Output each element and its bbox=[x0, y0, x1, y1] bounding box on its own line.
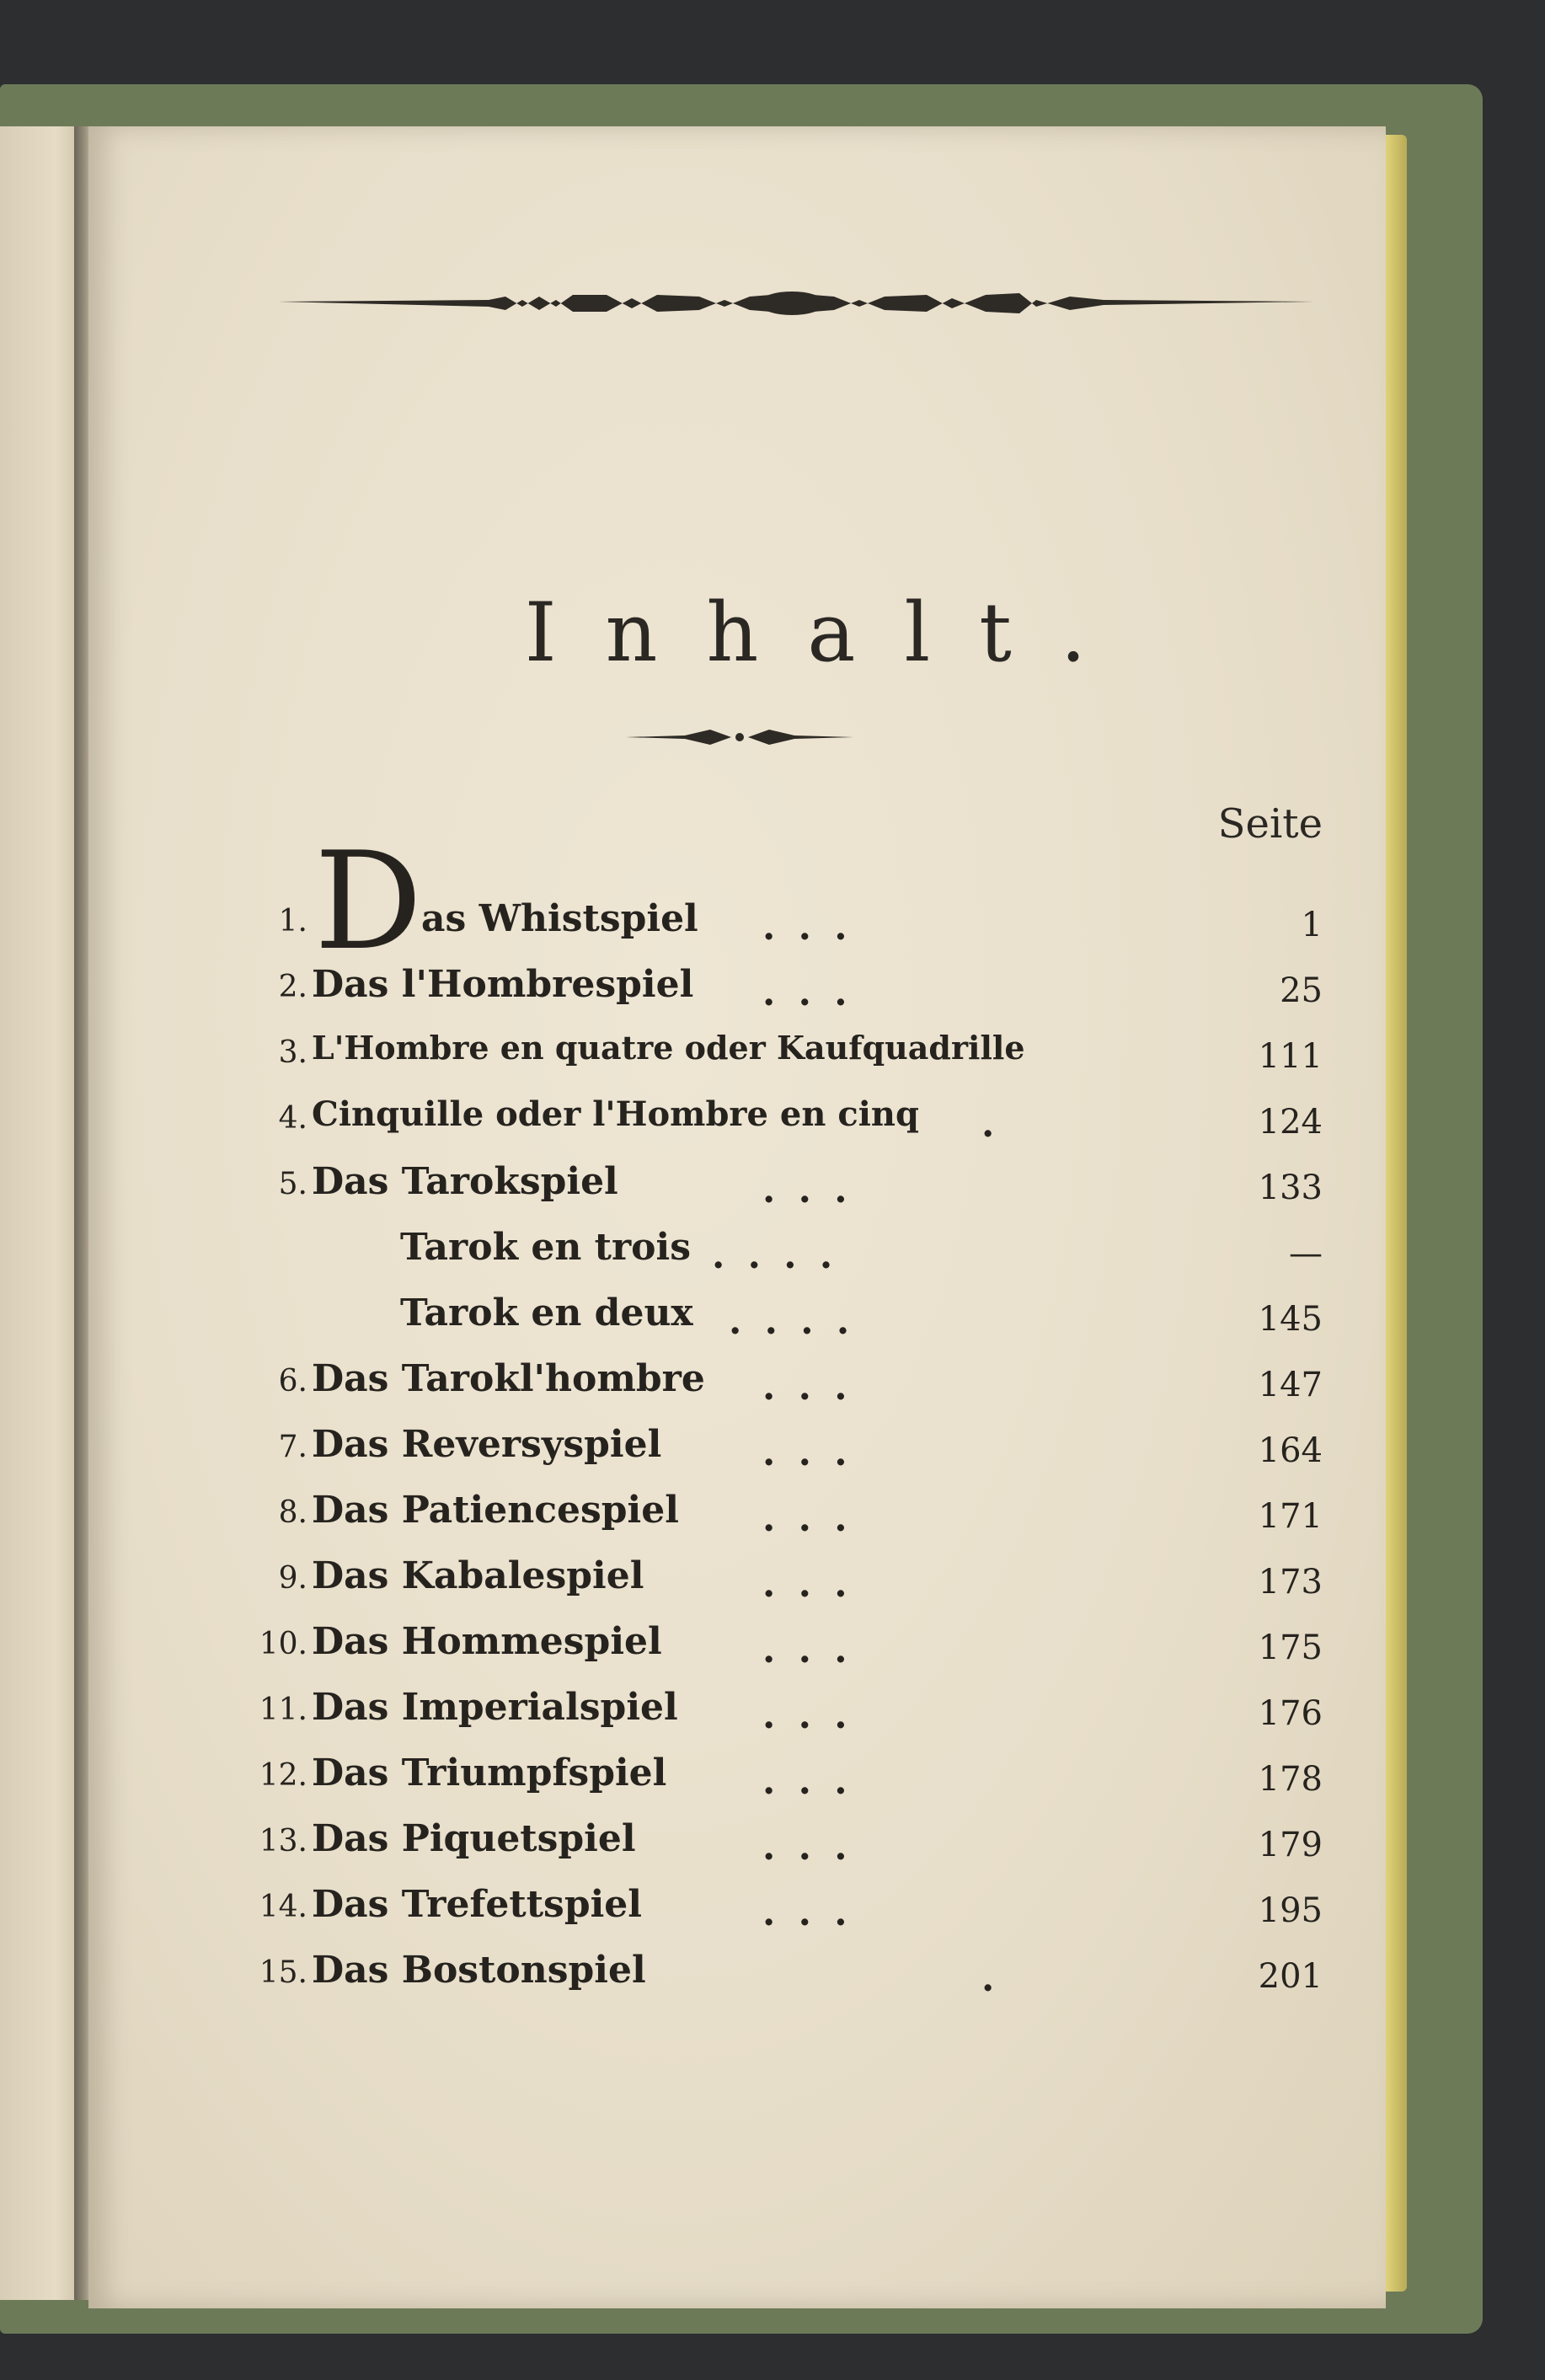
entry-number: 14. bbox=[259, 1890, 307, 1924]
entry-title: Das Hommespiel bbox=[312, 1620, 662, 1663]
entry-number: 9. bbox=[278, 1561, 307, 1596]
entry-page-number: 175 bbox=[1258, 1629, 1323, 1667]
entry-page-number: 173 bbox=[1258, 1563, 1323, 1602]
entry-title: Das Piquetspiel bbox=[312, 1817, 636, 1860]
entry-leader-dots: . . . . bbox=[712, 1234, 838, 1277]
toc-subentry-tarok-en-trois bbox=[88, 1226, 1386, 1292]
entry-page-number: 25 bbox=[1280, 971, 1323, 1010]
entry-title: L'Hombre en quatre oder Kaufquadrille bbox=[312, 1029, 1025, 1067]
entry-leader-dots: . bbox=[981, 1957, 1000, 2000]
entry-page-number: 1 bbox=[1301, 906, 1323, 944]
previous-page-edge bbox=[0, 126, 80, 2300]
entry-leader-dots: . . . bbox=[762, 1694, 853, 1737]
entry-number: 11. bbox=[259, 1693, 307, 1727]
entry-page-number: 147 bbox=[1258, 1366, 1323, 1404]
entry-page-number: 111 bbox=[1258, 1037, 1323, 1076]
entry-page-number: 133 bbox=[1258, 1169, 1323, 1207]
entry-leader-dots: . . . bbox=[762, 971, 853, 1014]
entry-number: 2. bbox=[278, 970, 307, 1004]
entry-title: Tarok en deux bbox=[400, 1292, 693, 1334]
entry-title: as Whistspiel bbox=[421, 897, 698, 940]
page-column-label: Seite bbox=[1217, 800, 1323, 848]
toc-entry-3 bbox=[88, 1029, 1386, 1094]
toc-entry-6 bbox=[88, 1357, 1386, 1423]
entry-page-number: 176 bbox=[1258, 1694, 1323, 1733]
entry-title: Das Triumpfspiel bbox=[312, 1752, 667, 1794]
entry-title: Cinquille oder l'Hombre en cinq bbox=[312, 1094, 919, 1134]
entry-number: 12. bbox=[259, 1758, 307, 1793]
entry-title: Das Trefettspiel bbox=[312, 1883, 643, 1926]
toc-entry-15 bbox=[88, 1949, 1386, 2014]
entry-title: Das Imperialspiel bbox=[312, 1686, 678, 1729]
entry-number: 8. bbox=[278, 1495, 307, 1530]
entry-leader-dots: . . . bbox=[762, 1629, 853, 1671]
entry-title: Tarok en trois bbox=[400, 1226, 692, 1269]
page-heading: Inhalt. bbox=[524, 586, 1136, 680]
entry-title: Das Tarokspiel bbox=[312, 1160, 618, 1203]
dropcap-letter: D bbox=[314, 822, 423, 980]
entry-title: Das Bostonspiel bbox=[312, 1949, 646, 1992]
toc-subentry-tarok-en-deux bbox=[88, 1292, 1386, 1357]
toc-entry-2 bbox=[88, 963, 1386, 1029]
entry-page-number: 201 bbox=[1258, 1957, 1323, 1996]
entry-page-number: 178 bbox=[1258, 1760, 1323, 1799]
entry-page-number: 179 bbox=[1258, 1826, 1323, 1864]
entry-page-number: 171 bbox=[1258, 1497, 1323, 1536]
entry-leader-dots: . . . bbox=[762, 1891, 853, 1934]
entry-number: 4. bbox=[278, 1101, 307, 1136]
toc-entry-8 bbox=[88, 1489, 1386, 1554]
entry-leader-dots: . . . bbox=[762, 1431, 853, 1474]
entry-title: Das Kabalespiel bbox=[312, 1554, 644, 1597]
toc-entry-12 bbox=[88, 1752, 1386, 1817]
entry-leader-dots: . bbox=[981, 1103, 1000, 1146]
entry-leader-dots: . . . bbox=[762, 1366, 853, 1409]
entry-title: Das l'Hombrespiel bbox=[312, 963, 694, 1006]
toc-entry-14 bbox=[88, 1883, 1386, 1949]
entry-leader-dots: . . . bbox=[762, 1497, 853, 1540]
toc-entry-1 bbox=[88, 897, 1386, 963]
contents-page bbox=[88, 126, 1386, 2308]
entry-number: 10. bbox=[259, 1627, 307, 1661]
toc-entry-13 bbox=[88, 1817, 1386, 1883]
toc-entry-4 bbox=[88, 1094, 1386, 1160]
entry-leader-dots: . . . bbox=[762, 1826, 853, 1869]
entry-leader-dots: . . . bbox=[762, 1760, 853, 1803]
entry-leader-dots: . . . . bbox=[729, 1300, 855, 1343]
entry-number: 5. bbox=[278, 1167, 307, 1201]
entry-page-number: 195 bbox=[1258, 1891, 1323, 1930]
entry-leader-dots: . . . bbox=[762, 1563, 853, 1606]
toc-entry-5 bbox=[88, 1160, 1386, 1226]
entry-title: Das Patiencespiel bbox=[312, 1489, 679, 1532]
entry-leader-dots: . . . bbox=[762, 1169, 853, 1211]
entry-leader-dots: . . . bbox=[762, 906, 853, 949]
entry-number: 13. bbox=[259, 1824, 307, 1859]
entry-number: 15. bbox=[259, 1955, 307, 1990]
entry-page-number: 124 bbox=[1258, 1103, 1323, 1142]
entry-number: 1. bbox=[278, 904, 307, 939]
entry-title: Das Reversyspiel bbox=[312, 1423, 662, 1466]
entry-page-number: 164 bbox=[1258, 1431, 1323, 1470]
entry-title: Das Tarokl'hombre bbox=[312, 1357, 705, 1400]
toc-entry-9 bbox=[88, 1554, 1386, 1620]
toc-entry-11 bbox=[88, 1686, 1386, 1752]
entry-page-number: — bbox=[1289, 1234, 1323, 1273]
toc-entry-7 bbox=[88, 1423, 1386, 1489]
table-of-contents bbox=[88, 126, 1386, 2308]
entry-number: 6. bbox=[278, 1364, 307, 1399]
toc-entry-10 bbox=[88, 1620, 1386, 1686]
entry-number: 7. bbox=[278, 1430, 307, 1464]
entry-page-number: 145 bbox=[1258, 1300, 1323, 1339]
entry-number: 3. bbox=[278, 1035, 307, 1070]
